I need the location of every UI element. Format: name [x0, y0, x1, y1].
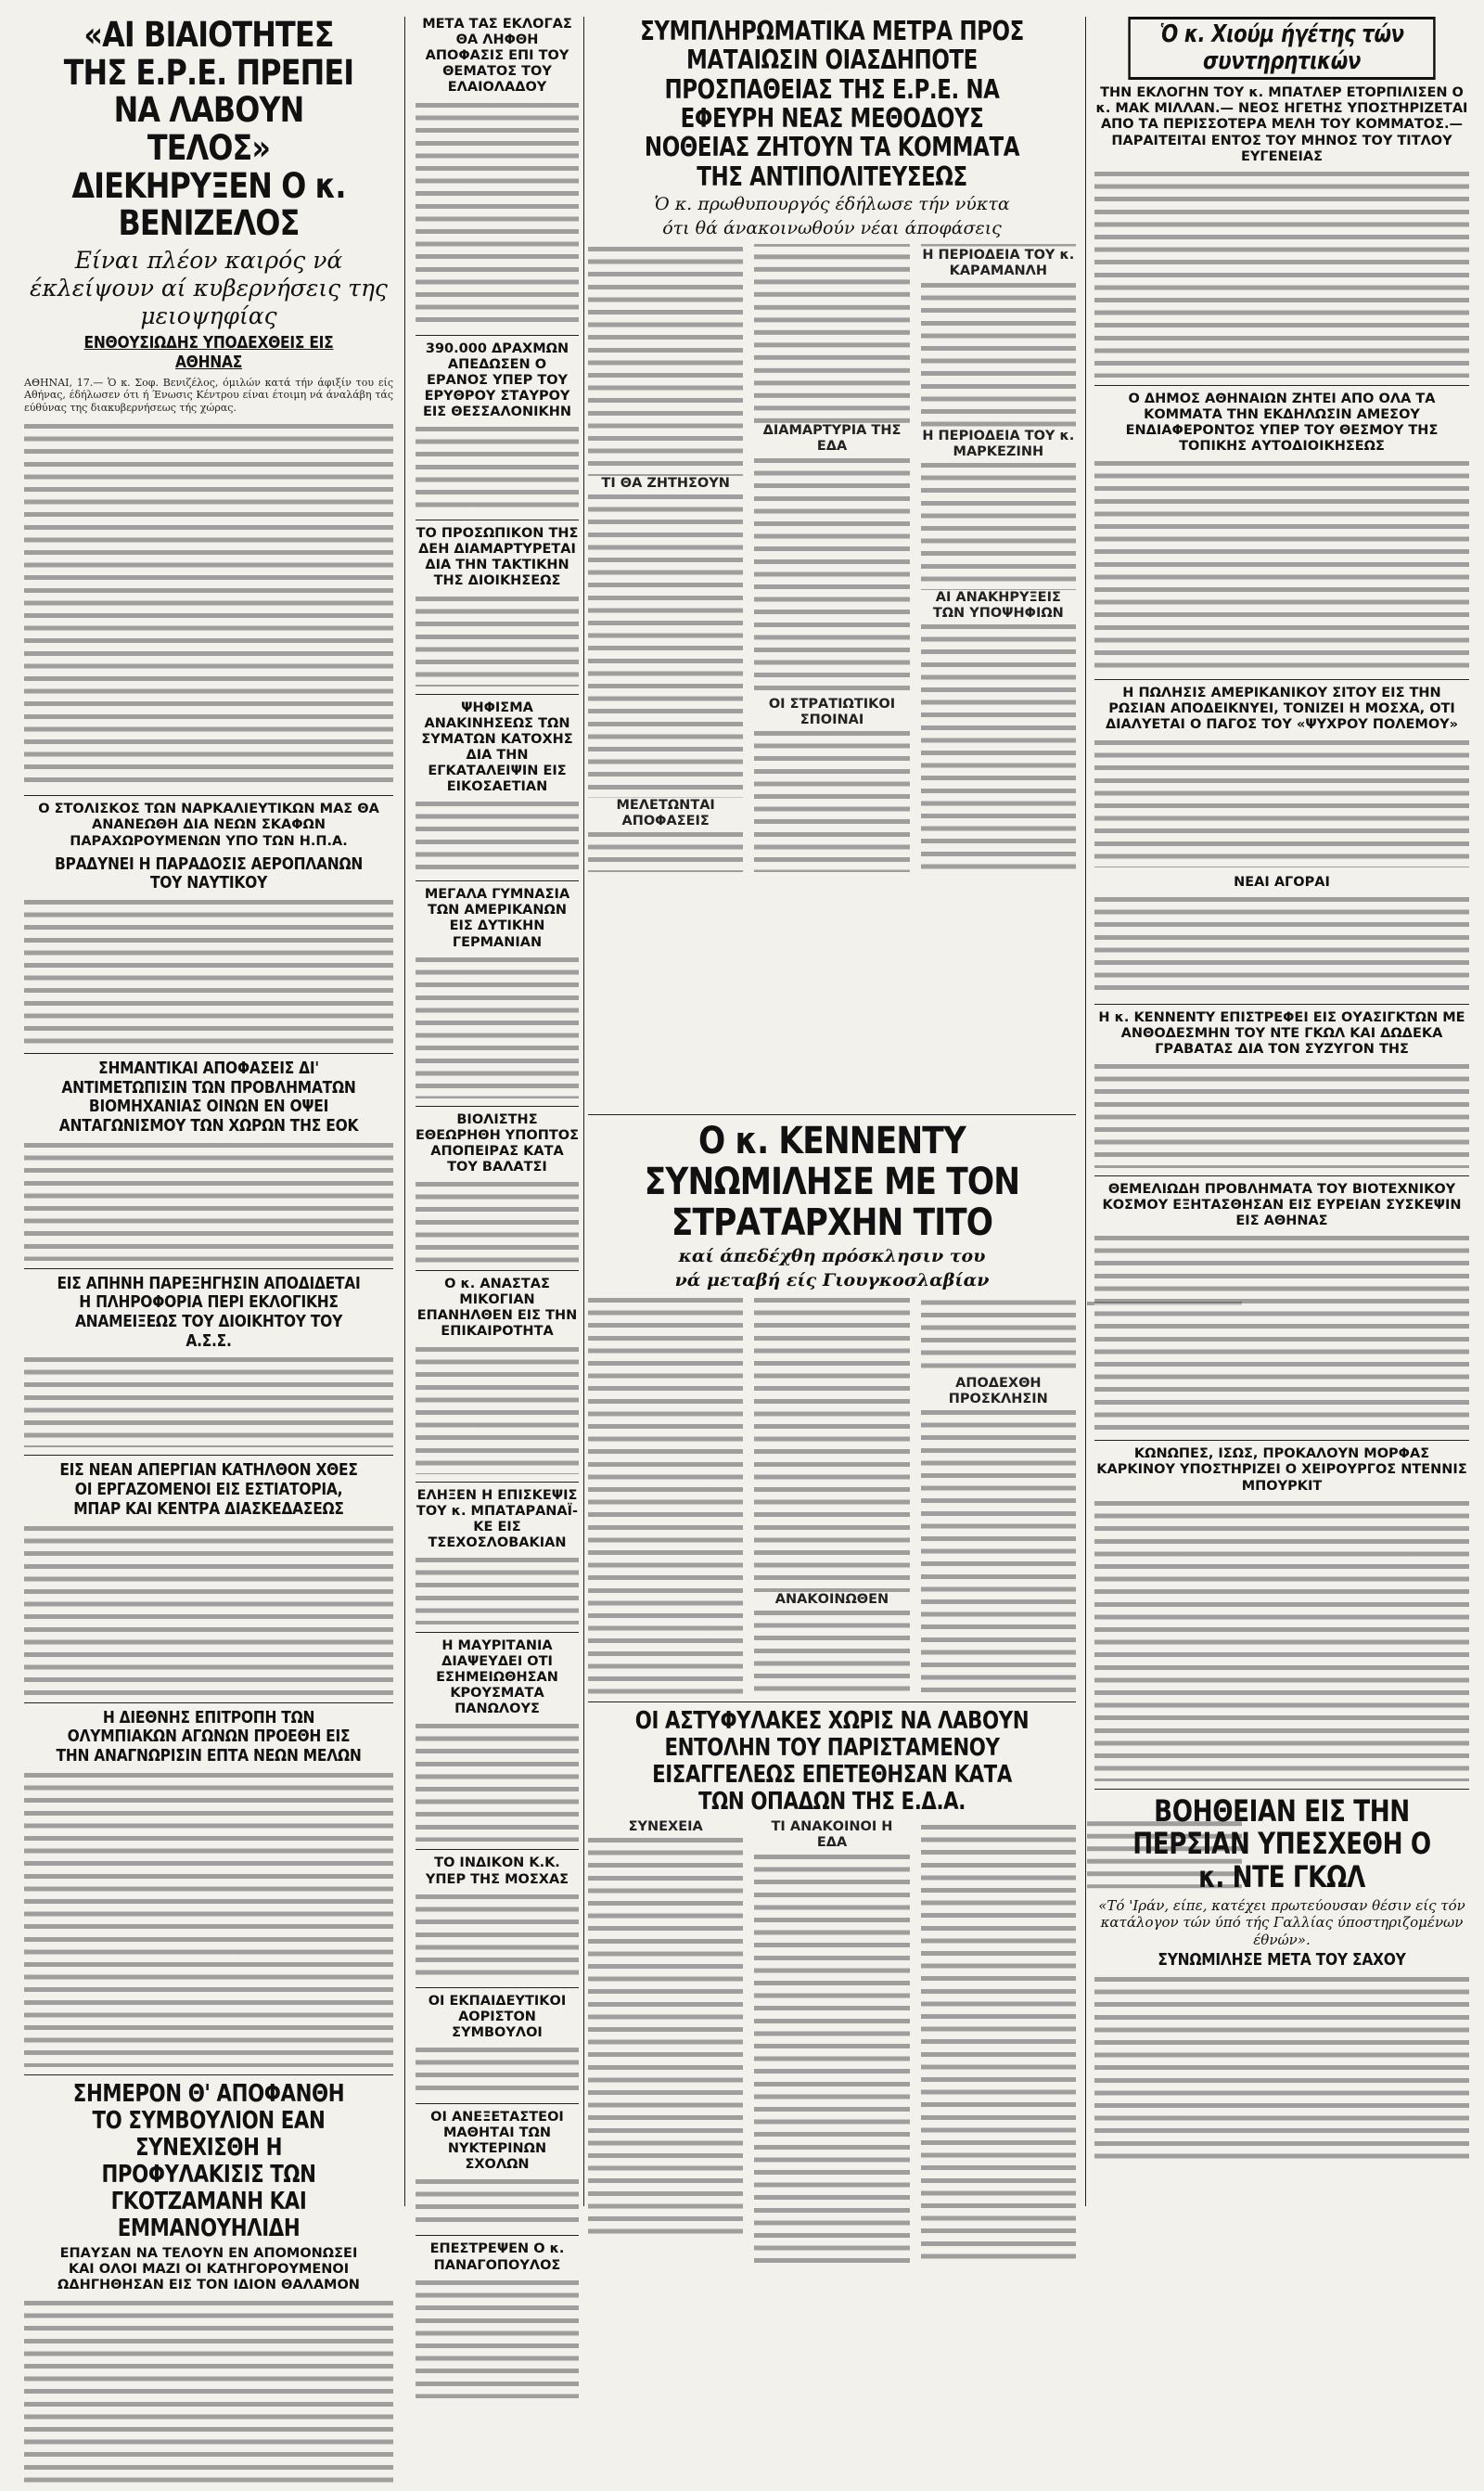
section-headline: ΕΝΘΟΥΣΙΩΔΗΣ ΥΠΟΔΕΧΘΕΙΣ ΕΙΣ ΑΘΗΝΑΣ [83, 333, 334, 372]
article-body [1094, 169, 1469, 378]
headline: Η ΔΙΕΘΝΗΣ ΕΠΙΤΡΟΠΗ ΤΩΝ ΟΛΥΜΠΙΑΚΩΝ ΑΓΩΝΩΝ ΠΡΟΕΘΗ ΕΙΣ ΤΗΝ ΑΝΑΓΝΩΡΙΣΙΝ ΕΠΤΑ ΝΕΩΝ ΜΕΛΩΝ [56, 1707, 362, 1766]
article-body [1094, 1061, 1469, 1168]
article-body [24, 897, 393, 1046]
article-body [416, 1721, 579, 1842]
divider [416, 2103, 579, 2104]
article-body [416, 1179, 579, 1263]
article-olympic [24, 1709, 393, 2067]
headline: ΜΕΤΑ ΤΑΣ ΕΚΛΟΓΑΣ ΘΑ ΛΗΦΘΗ ΑΠΟΦΑΣΙΣ ΕΠΙ ΤΟΥ ΘΕΜΑΤΟΣ ΤΟΥ ΕΛΑΙΟΛΑΔΟΥ [422, 17, 572, 96]
article-columns [588, 1295, 1076, 1694]
headline: Η ΜΑΥΡΙΤΑΝΙΑ ΔΙΑΨΕΥΔΕΙ ΟΤΙ ΕΣΗΜΕΙΩΘΗΣΑΝ ΚΡΟΥΣΜΑΤΑ ΠΑΝΩΛΟΥΣ [436, 1637, 558, 1717]
article-gotzamanis [24, 2081, 393, 2484]
divider [1094, 385, 1469, 386]
headline: Ο κ. ΚΕΝΝΕΝΤΥ ΣΥΝΩΜΙΛΗΣΕ ΜΕ ΤΟΝ ΣΤΡΑΤΑΡΧΗΝ ΤΙΤΟ [644, 1119, 1020, 1244]
article-body [1094, 738, 1469, 867]
article-body [754, 456, 909, 697]
article-athens-municipality [1094, 392, 1469, 672]
headline: ΨΗΦΙΣΜΑ ΑΝΑΚΙΝΗΣΕΩΣ ΤΩΝ ΣΥΜΑΤΩΝ ΚΑΤΟΧΗΣ ΔΙΑ ΤΗΝ ΕΓΚΑΤΑΛΕΙΨΙΝ ΕΙΣ ΕΙΚΟΣΑΕΤΙΑΝ [421, 700, 573, 795]
subhead: ΔΙΑΜΑΡΤΥΡΙΑ ΤΗΣ ΕΔΑ [762, 423, 902, 455]
headline: ΒΟΗΘΕΙΑΝ ΕΙΣ ΤΗΝ ΠΕΡΣΙΑΝ ΥΠΕΣΧΕΘΗ Ο κ. ΝΤΕ ΓΚΩΛ [1132, 1792, 1431, 1895]
subhead: ΜΕΛΕΤΩΝΤΑΙ ΑΠΟΦΑΣΕΙΣ [616, 797, 715, 828]
article-body [1094, 458, 1469, 672]
headline: ΕΙΣ ΑΠΗΝΗ ΠΑΡΕΞΗΓΗΣΙΝ ΑΠΟΔΙΔΕΤΑΙ Η ΠΛΗΡΟΦΟΡΙΑ ΠΕΡΙ ΕΚΛΟΓΙΚΗΣ ΑΝΑΜΕΙΞΕΩΣ ΤΟΥ ΔΙΟΙΚΗΤΟΥ ΤΟΥ Α.Σ.Σ. [57, 1273, 361, 1351]
subhead: ΝΕΑΙ ΑΓΟΡΑΙ [1234, 874, 1330, 890]
divider [24, 1702, 393, 1703]
headline: ΘΕΜΕΛΙΩΔΗ ΠΡΟΒΛΗΜΑΤΑ ΤΟΥ ΒΙΟΤΕΧΝΙΚΟΥ ΚΟΣΜΟΥ ΕΞΗΤΑΣΘΗΣΑΝ ΕΙΣ ΕΥΡΕΙΑΝ ΣΥΣΚΕΨΙΝ ΕΙΣ ΑΘΗΝΑΣ [1102, 1181, 1462, 1229]
subheadline: «Τό 'Ιράν, είπε, κατέχει πρωτεύουσαν θέσιν είς τόν κατάλογον τών ύπό τής Γαλλίας ύποστηριζομένων έθνών». [1098, 1897, 1465, 1948]
subheadline: νά μεταβή είς Γιουγκοσλαβίαν [674, 1269, 990, 1290]
divider [24, 1053, 393, 1054]
subheadline: ΚΑΙ ΟΛΟΙ ΜΑΖΙ ΟΙ ΚΑΤΗΓΟΡΟΥΜΕΝΟΙ ΩΔΗΓΗΘΗΣΑΝ ΕΙΣ ΤΟΝ ΙΔΙΟΝ ΘΑΛΑΜΟΝ [58, 2262, 360, 2293]
article-body [416, 2176, 579, 2228]
column-3 [588, 17, 1076, 2272]
article-body [754, 1295, 909, 1592]
divider [416, 1482, 579, 1483]
article-strike [24, 1461, 393, 1694]
article-body [416, 1555, 579, 1624]
divider [416, 880, 579, 881]
subheadline: Είναι πλέον καιρός νά έκλείψουν αί κυβερνήσεις της μειοψηφίας [30, 247, 388, 330]
article-minesweepers [24, 802, 393, 1046]
headline: Ο κ. ΑΝΑΣΤΑΣ ΜΙΚΟΓΙΑΝ ΕΠΑΝΗΛΘΕΝ ΕΙΣ ΤΗΝ ΕΠΙΚΑΙΡΟΤΗΤΑ [416, 1277, 578, 1340]
divider [1094, 679, 1469, 680]
article-body [416, 100, 579, 327]
headline: ΜΕΓΑΛΑ ΓΥΜΝΑΣΙΑ ΤΩΝ ΑΜΕΡΙΚΑΝΩΝ ΕΙΣ ΔΥΤΙΚΗΝ ΓΕΡΜΑΝΙΑΝ [424, 887, 570, 950]
divider [416, 1987, 579, 1988]
column-rule [583, 17, 584, 2206]
article-kennedy-tito [588, 1121, 1076, 1694]
headline: ΣΗΜΕΡΟΝ Θ' ΑΠΟΦΑΝΘΗ ΤΟ ΣΥΜΒΟΥΛΙΟΝ ΕΑΝ ΣΥΝΕΧΙΣΘΗ Η ΠΡΟΦΥΛΑΚΙΣΙΣ ΤΩΝ ΓΚΟΤΖΑΜΑΝΗ ΚΑΙ ΕΜΜΑΝΟΥΗΛΙΔΗ [72, 2079, 345, 2243]
headline: «ΑΙ ΒΙΑΙΟΤΗΤΕΣ ΤΗΣ Ε.Ρ.Ε. ΠΡΕΠΕΙ ΝΑ ΛΑΒΟΥΝ ΤΕΛΟΣ» ΔΙΕΚΗΡΥΞΕΝ Ο κ. ΒΕΝΙΖΕΛΟΣ [63, 15, 354, 244]
headline: ΣΗΜΑΝΤΙΚΑΙ ΑΠΟΦΑΣΕΙΣ ΔΙ' ΑΝΤΙΜΕΤΩΠΙΣΙΝ ΤΩΝ ΠΡΟΒΛΗΜΑΤΩΝ ΒΙΟΜΗΧΑΝΙΑΣ ΟΙΝΩΝ ΕΝ ΟΨΕΙ ΑΝΤΑΓΩΝΙΣΜΟΥ ΤΩΝ ΧΩΡΩΝ ΤΗΣ ΕΟΚ [58, 1058, 359, 1136]
divider [588, 1114, 1076, 1115]
article-lead: ΑΘΗΝΑΙ, 17.— Ὁ κ. Σοφ. Βενιζέλος, όμιλών κατά τήν άφιξίν του είς Αθήνας, έδήλωσεν ότι ή Ένωσις Κέντρου είναι έτοιμη νά άναλάβη τάς εύθύνας της διακυβερνήσεως τής χώρας. [24, 376, 393, 414]
article-body [588, 1295, 743, 1694]
divider [588, 1701, 1076, 1702]
subheadline: ΕΠΑΥΣΑΝ ΝΑ ΤΕΛΟΥΝ ΕΝ ΑΠΟΜΟΝΩΣΕΙ [59, 2246, 358, 2262]
article-mosquitoes [1094, 1446, 1469, 1780]
headline: ΤΟ ΠΡΟΣΩΠΙΚΟΝ ΤΗΣ ΔΕΗ ΔΙΑΜΑΡΤΥΡΕΤΑΙ ΔΙΑ ΤΗΝ ΤΑΚΤΙΚΗΝ ΤΗΣ ΔΙΟΙΚΗΣΕΩΣ [416, 526, 579, 589]
headline: ΟΙ ΑΣΤΥΦΥΛΑΚΕΣ ΧΩΡΙΣ ΝΑ ΛΑΒΟΥΝ ΕΝΤΟΛΗΝ ΤΟΥ ΠΑΡΙΣΤΑΜΕΝΟΥ ΕΙΣΑΓΓΕΛΕΩΣ ΕΠΕΤΕΘΗΣΑΝ ΚΑΤΑ ΤΩΝ ΟΠΑΔΩΝ ΤΗΣ Ε.Δ.Α. [634, 1706, 1030, 1817]
article-body [416, 799, 579, 873]
article-wheat [1094, 686, 1469, 995]
article-body [416, 2045, 579, 2096]
article-body [24, 1355, 393, 1447]
headline: Ὁ κ. Χιούμ ήγέτης τών συντηρητικών [1128, 17, 1435, 80]
subhead: Η ΠΕΡΙΟΔΕΙΑ ΤΟΥ κ. ΜΑΡΚΕΖΙΝΗ [922, 428, 1075, 459]
article-columns [588, 244, 1076, 1107]
subhead: ΤΙ ΘΑ ΖΗΤΗΣΟΥΝ [601, 475, 730, 491]
headline: ΕΛΗΞΕΝ Η ΕΠΙΣΚΕΨΙΣ ΤΟΥ κ. ΜΠΑΤΑΡΑΝΑΪ-ΚΕ ΕΙΣ ΤΣΕΧΟΣΛΟΒΑΚΙΑΝ [416, 1487, 579, 1550]
headline: ΕΙΣ ΝΕΑΝ ΑΠΕΡΓΙΑΝ ΚΑΤΗΛΘΟΝ ΧΘΕΣ ΟΙ ΕΡΓΑΖΟΜΕΝΟΙ ΕΙΣ ΕΣΤΙΑΤΟΡΙΑ, ΜΠΑΡ ΚΑΙ ΚΕΝΤΡΑ ΔΙΑΣΚΕΔΑΣΕΩΣ [59, 1460, 358, 1519]
divider [24, 1455, 393, 1456]
subhead: ΑΠΟΔΕΧΘΗ ΠΡΟΣΚΛΗΣΙΝ [948, 1375, 1048, 1407]
headline: ΟΙ ΕΚΠΑΙΔΕΥΤΙΚΟΙ ΑΟΡΙΣΤΟΝ ΣΥΜΒΟΥΛΟΙ [428, 1993, 567, 2040]
article-body [1094, 1498, 1469, 1781]
article-ass [24, 1275, 393, 1448]
article-body [24, 2298, 393, 2484]
subheadline: καί άπεδέχθη πρόσκλησιν του [678, 1245, 986, 1266]
divider [24, 2074, 393, 2075]
divider [1094, 1789, 1469, 1790]
divider [24, 1268, 393, 1269]
divider [1094, 1440, 1469, 1441]
headline: ΤΟ ΙΝΔΙΚΟΝ Κ.Κ. ΥΠΕΡ ΤΗΣ ΜΟΣΧΑΣ [425, 1855, 569, 1887]
column-rule [404, 17, 405, 2206]
article-body [921, 460, 1076, 590]
subheadline: ΤΗΝ ΕΚΛΟΓΗΝ ΤΟΥ κ. ΜΠΑΤΛΕΡ ΕΤΟΡΠΙΛΙΣΕΝ Ο κ. ΜΑΚ ΜΙΛΛΑΝ.— ΝΕΟΣ ΗΓΕΤΗΣ ΥΠΟΣΤΗΡΙΖΕΤΑΙ ΑΠΟ ΤΑ ΠΕΡΙΣΣΟΤΕΡΑ ΜΕΛΗ ΤΟΥ ΚΟΜΜΑΤΟΣ.— ΠΑΡΑΙΤΕΙΤΑΙ ΕΝΤΟΣ ΤΟΥ ΜΗΝΟΣ ΤΟΥ ΤΙΤΛΟΥ ΕΥΓΕΝΕΙΑΣ [1095, 85, 1468, 164]
article-body [416, 955, 579, 1098]
subhead: Η ΠΕΡΙΟΔΕΙΑ ΤΟΥ κ. ΚΑΡΑΜΑΝΛΗ [922, 248, 1075, 279]
divider [416, 694, 579, 695]
article-body [588, 244, 743, 476]
article-body [921, 280, 1076, 429]
subhead: ΑΙ ΑΝΑΚΗΡΥΞΕΙΣ ΤΩΝ ΥΠΟΨΗΦΙΩΝ [932, 589, 1064, 621]
column-4 [1094, 17, 1469, 2167]
column-rule [1085, 17, 1086, 2206]
headline: ΚΩΝΩΠΕΣ, ΙΣΩΣ, ΠΡΟΚΑΛΟΥΝ ΜΟΡΦΑΣ ΚΑΡΚΙΝΟΥ ΥΠΟΣΤΗΡΙΖΕΙ Ο ΧΕΙΡΟΥΡΓΟΣ ΝΤΕΝΝΙΣ ΜΠΟΥΡΚΙΤ [1096, 1446, 1467, 1494]
article-body [588, 492, 743, 798]
headline: ΕΠΕΣΤΡΕΨΕΝ Ο κ. ΠΑΝΑΓΟΠΟΥΛΟΣ [429, 2241, 565, 2273]
article-body [1094, 894, 1469, 996]
subheadline: ότι θά άνακοινωθούν νέαι άποφάσεις [662, 218, 1002, 239]
divider [416, 335, 579, 336]
article-body [416, 594, 579, 687]
article-craft [1094, 1182, 1469, 1432]
headline: ΟΙ ΑΝΕΞΕΤΑΣΤΕΟΙ ΜΑΘΗΤΑΙ ΤΩΝ ΝΥΚΤΕΡΙΝΩΝ ΣΧΟΛΩΝ [430, 2110, 564, 2173]
article-columns [588, 1819, 1076, 2265]
divider [24, 795, 393, 796]
column-2 [416, 17, 579, 2406]
headline: 390.000 ΔΡΑΧΜΩΝ ΑΠΕΔΩΣΕΝ Ο ΕΡΑΝΟΣ ΥΠΕΡ ΤΟΥ ΕΡΥΘΡΟΥ ΣΤΑΥΡΟΥ ΕΙΣ ΘΕΣΣΑΛΟΝΙΚΗΝ [422, 340, 572, 419]
article-persia [1094, 1792, 1469, 2160]
article-wine [24, 1059, 393, 1261]
subheadline: Ὁ κ. πρωθυπουργός έδήλωσε τήν νύκτα [654, 194, 1010, 215]
subhead: ΟΙ ΣΤΡΑΤΙΩΤΙΚΟΙ ΣΠΟΙΝΑΙ [768, 696, 896, 727]
article-body [416, 424, 579, 512]
divider [416, 1270, 579, 1271]
headline: Ο ΣΤΟΛΙΣΚΟΣ ΤΩΝ ΝΑΡΚΑΛΙΕΥΤΙΚΩΝ ΜΑΣ ΘΑ ΑΝΑΝΕΩΘΗ ΔΙΑ ΝΕΩΝ ΣΚΑΦΩΝ ΠΑΡΑΧΩΡΟΥΜΕΝΩΝ ΥΠΟ ΤΩΝ Η.Π.Α. [38, 802, 379, 849]
article-body [24, 421, 393, 788]
headline: Η κ. ΚΕΝΝΕΝΤΥ ΕΠΙΣΤΡΕΦΕΙ ΕΙΣ ΟΥΑΣΙΓΚΤΩΝ ΜΕ ΑΝΘΟΔΕΣΜΗΝ ΤΟΥ ΝΤΕ ΓΚΩΛ ΚΑΙ ΔΩΔΕΚΑ ΓΡΑΒΑΤΑΣ ΔΙΑ ΤΟΝ ΣΥΖΥΓΟΝ ΤΗΣ [1098, 1009, 1465, 1057]
article-venizelos [24, 17, 393, 788]
headline: Η ΠΩΛΗΣΙΣ ΑΜΕΡΙΚΑΝΙΚΟΥ ΣΙΤΟΥ ΕΙΣ ΤΗΝ ΡΩΣΙΑΝ ΑΠΟΔΕΙΚΝΥΕΙ, ΤΟΝΙΖΕΙ Η ΜΟΣΧΑ, ΟΤΙ ΔΙΑΛΥΕΤΑΙ Ο ΠΑΓΟΣ ΤΟΥ «ΨΥΧΡΟΥ ΠΟΛΕΜΟΥ» [1105, 686, 1459, 733]
headline: Ο ΔΗΜΟΣ ΑΘΗΝΑΙΩΝ ΖΗΤΕΙ ΑΠΟ ΟΛΑ ΤΑ ΚΟΜΜΑΤΑ ΤΗΝ ΕΚΔΗΛΩΣΙΝ ΑΜΕΣΟΥ ΕΝΔΙΑΦΕΡΟΝΤΟΣ ΥΠΕΡ ΤΟΥ ΘΕΣΜΟΥ ΤΗΣ ΤΟΠΙΚΗΣ ΑΥΤΟΔΙΟΙΚΗΣΕΩΣ [1125, 391, 1439, 455]
article-body [1094, 1974, 1469, 2160]
subhead: ΤΙ ΑΝΑΚΟΙΝΟΙ Η ΕΔΑ [771, 1819, 893, 1851]
subhead: ΑΝΑΚΟΙΝΩΘΕΝ [774, 1591, 889, 1607]
article-body [416, 1892, 579, 1980]
article-home [1094, 17, 1469, 378]
article-body [24, 1770, 393, 2067]
subhead: ΣΥΝΕΧΕΙΑ [628, 1819, 703, 1835]
divider [416, 1106, 579, 1107]
article-body [416, 1344, 579, 1474]
article-police [588, 1708, 1076, 2265]
divider [1094, 1004, 1469, 1005]
article-body [588, 1835, 743, 2234]
column-1 [24, 17, 393, 2491]
article-body [24, 1523, 393, 1695]
article-body [1094, 1233, 1469, 1432]
headline: ΣΥΜΠΛΗΡΩΜΑΤΙΚΑ ΜΕΤΡΑ ΠΡΟΣ ΜΑΤΑΙΩΣΙΝ ΟΙΑΣΔΗΠΟΤΕ ΠΡΟΣΠΑΘΕΙΑΣ ΤΗΣ Ε.Ρ.Ε. ΝΑ ΕΦΕΥΡΗ ΝΕΑΣ ΜΕΘΟΔΟΥΣ ΝΟΘΕΙΑΣ ΖΗΤΟΥΝ ΤΑ ΚΟΜΜΑΤΑ ΤΗΣ ΑΝΤΙΠΟΛΙΤΕΥΣΕΩΣ [640, 16, 1024, 192]
divider [416, 1632, 579, 1633]
article-body [416, 2278, 579, 2398]
subheadline: ΒΡΑΔΥΝΕΙ Η ΠΑΡΑΔΟΣΙΣ ΑΕΡΟΠΛΑΝΩΝ ΤΟΥ ΝΑΥΤΙΚΟΥ [54, 854, 364, 893]
article-opposition [588, 17, 1076, 1107]
subheadline: ΣΥΝΩΜΙΛΗΣΕ ΜΕΤΑ ΤΟΥ ΣΑΧΟΥ [1158, 1950, 1406, 1970]
headline: ΒΙΟΛΙΣΤΗΣ ΕΘΕΩΡΗΘΗ ΥΠΟΠΤΟΣ ΑΠΟΠΕΙΡΑΣ ΚΑΤΑ ΤΟΥ ΒΑΛΑΤΣΙ [416, 1111, 579, 1175]
article-body [921, 622, 1076, 872]
article-body [24, 1140, 393, 1261]
divider [416, 2235, 579, 2236]
article-jackie [1094, 1010, 1469, 1168]
divider [1094, 1175, 1469, 1176]
divider [416, 1849, 579, 1850]
